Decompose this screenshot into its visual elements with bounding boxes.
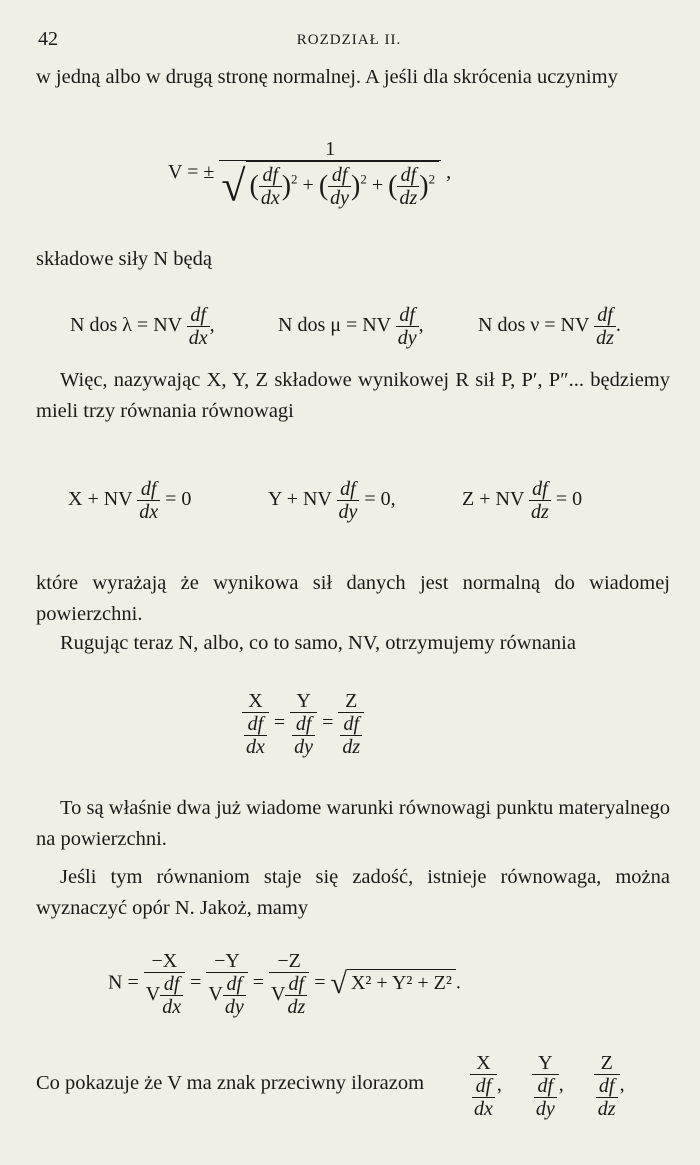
quotients: X df dx , Y df dy , Z df dz , (470, 1052, 625, 1120)
equation-components-b: N dos μ = NV $\frac{df}{dy}$ , (278, 304, 424, 349)
eq-v-denominator (219, 161, 441, 209)
frac-df-dz: $\frac{df}{dz}$ (399, 164, 418, 209)
equilibrium-eq-x: X + NV $\frac{df}{dx}$ = 0 (68, 478, 192, 523)
paragraph-1: w jedną albo w drugą stronę normalnej. A jeśli dla skrócenia uczynimy (36, 66, 618, 88)
equation-components: N dos λ = NV $\frac{df}{dx}$ , (70, 304, 215, 349)
frac-df-dx: $\frac{df}{dx}$ (260, 164, 280, 209)
radicand: ( $\frac{df}{dx}$ )$^2$ + ( $\frac{df}{dy}$ )$^2$ + ( $\frac{df}{dz}$ )$^2$ (246, 161, 440, 209)
eq-v-lhs: V = ± (168, 161, 215, 184)
ratio-y: Y df dy (290, 690, 317, 758)
paragraph-7: Jeśli tym równaniom staje się zadość, istnieje równowaga, można wyznaczyć opór N. Jakoż, mamy (36, 866, 670, 919)
paragraph-5: Rugując teraz N, albo, co to samo, NV, otrzymujemy równania (60, 632, 576, 654)
equilibrium-eq-y: Y + NV $\frac{df}{dy}$ = 0, (268, 478, 396, 523)
page-header (38, 28, 660, 56)
paragraph-3: Więc, nazywając X, Y, Z składowe wynikowej R sił P, P′, P″... będziemy mieli trzy równania równowagi (36, 369, 670, 422)
eq-v-numerator: 1 (219, 138, 441, 161)
sum-of-squares: X² + Y² + Z² (347, 969, 456, 995)
reaction-equation: N = −X V $\frac{df}{dx}$ = −Y V $\frac{df}{dy}$ = −Z V $\frac{df}{dz}$ = √ X² + Y² + Z² . (108, 950, 461, 1018)
equation-v: V = ± 1 √ ( $\frac{df}{dx}$ )$^2$ + ( $\frac{df}{dy}$ )$^2$ + ( $\frac{df}{dz}$ )$^2$ , (168, 138, 452, 211)
ratio-equation: X df dx = Y df dy = Z df dz (242, 690, 364, 758)
radical-sign: √ (221, 161, 246, 211)
paragraph-2: składowe siły N będą (36, 248, 212, 270)
frac-df-dy: $\frac{df}{dy}$ (330, 164, 350, 209)
paragraph-8: Co pokazuje że V ma znak przeciwny ilorazom (36, 1072, 425, 1094)
paragraph-4: które wyrażają że wynikowa sił danych jest normalną do wiadomej powierzchni. (36, 572, 670, 625)
page-number: 42 (38, 28, 58, 50)
equation-components-c: N dos ν = NV $\frac{df}{dz}$ . (478, 304, 621, 349)
ratio-x: X df dx (242, 690, 269, 758)
paragraph-6: To są właśnie dwa już wiadome warunki równowagi punktu materyalnego na powierzchni. (36, 797, 670, 850)
eq-v-fraction (219, 138, 441, 209)
equilibrium-eq-z: Z + NV $\frac{df}{dz}$ = 0 (462, 478, 583, 523)
running-title: ROZDZIAŁ II. (296, 32, 402, 48)
ratio-z: Z df dz (338, 690, 364, 758)
